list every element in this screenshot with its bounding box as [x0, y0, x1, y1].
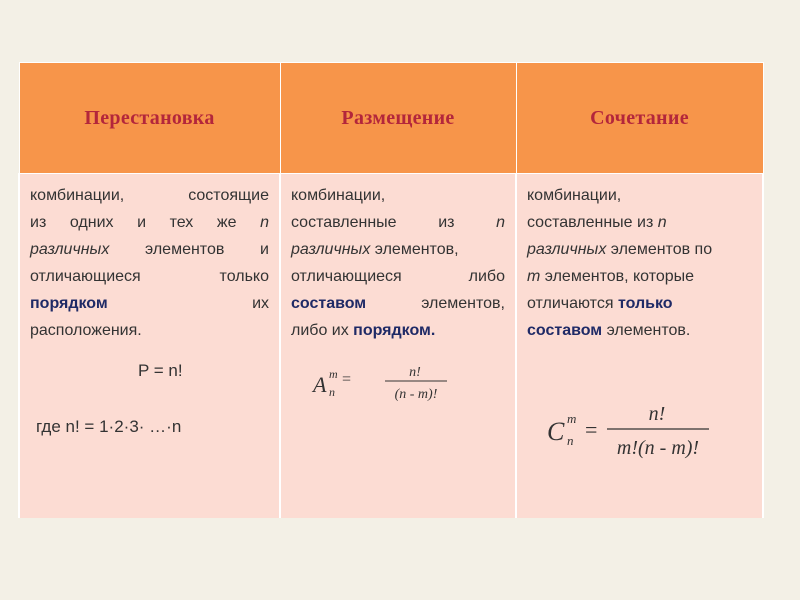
header-permutation: Перестановка [19, 63, 280, 174]
arr-line-5: составом элементов, [291, 295, 505, 312]
combination-formula [539, 396, 749, 466]
comb-line-3: различных элементов по [527, 241, 713, 258]
arr-formula-den: (n - m)! [394, 387, 438, 402]
comb-formula-symbol: C [547, 417, 565, 446]
combination-definition [517, 174, 762, 344]
comb-line-2: составленные из n [527, 214, 667, 231]
arr-formula-num: n! [409, 365, 421, 380]
comb-formula-num: n! [648, 403, 666, 425]
arr-line-6: либо их порядком. [291, 322, 436, 339]
permutation-cell [19, 174, 280, 519]
comb-formula-sup: m [567, 411, 577, 426]
comb-line-6: составом элементов. [527, 322, 691, 339]
arr-formula-sup: m [329, 367, 338, 381]
perm-line-4: отличающиеся только [30, 268, 269, 285]
comb-line-4: m элементов, которые [527, 268, 695, 285]
factorial-definition: где n! = 1·2·3· …·n [36, 417, 182, 436]
perm-line-3: различных элементов и [30, 241, 269, 258]
perm-line-2: из одних и тех же n [30, 214, 269, 231]
arr-line-4: отличающиеся либо [291, 268, 505, 285]
arr-formula-sub: n [329, 385, 335, 399]
perm-line-5: порядком их [30, 295, 269, 312]
comb-formula-den: m!(n - m)! [616, 437, 700, 459]
perm-line-1: комбинации, состоящие [30, 187, 269, 204]
arr-line-3: различных элементов, [291, 241, 459, 258]
permutation-definition [20, 174, 279, 344]
arr-line-2: составленные из n [291, 214, 505, 231]
arr-formula-symbol: A [313, 372, 327, 397]
arrangement-formula [307, 356, 477, 406]
combination-cell [516, 174, 763, 519]
perm-line-6: расположения. [30, 322, 142, 339]
arr-formula-eq: = [342, 371, 352, 388]
arr-line-1: комбинации, [291, 187, 386, 204]
permutation-formula: P = n! [138, 361, 183, 380]
header-combination: Сочетание [516, 63, 763, 174]
comb-formula-eq: = [585, 417, 598, 442]
comb-line-1: комбинации, [527, 187, 622, 204]
comb-line-5: отличаются только [527, 295, 673, 312]
arrangement-definition [281, 174, 515, 344]
arrangement-cell [280, 174, 516, 519]
header-arrangement: Размещение [280, 63, 516, 174]
combinatorics-table [18, 62, 764, 518]
comb-formula-sub: n [567, 433, 574, 448]
